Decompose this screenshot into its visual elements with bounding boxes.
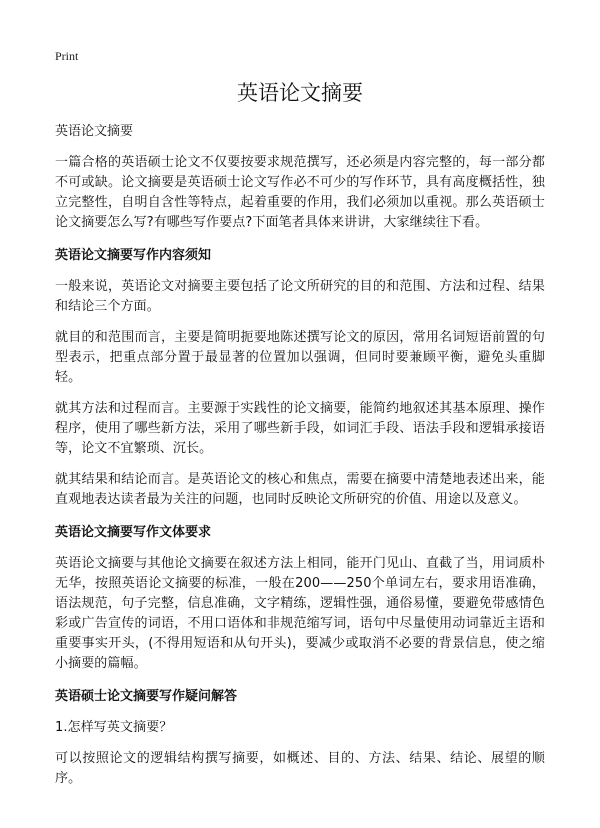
paragraph: 就其结果和结论而言。是英语论文的核心和焦点，需要在摘要中清楚地表述出来，能直观地表达读者最为关注的问题，也同时反映论文所研究的价值、用途以及意义。 — [55, 472, 545, 507]
paragraph: 一般来说，英语论文对摘要主要包括了论文所研究的目的和范围、方法和过程、结果和结论三个方面。 — [55, 279, 545, 314]
paragraph: 就其方法和过程而言。主要源于实践性的论文摘要，能简约地叙述其基本原理、操作程序，使用了哪些新方法，采用了哪些新手段，如词汇手段、语法手段和逻辑承接语等，论文不宜繁琐、沉长。 — [55, 401, 545, 456]
document-subtitle: 英语论文摘要 — [55, 124, 134, 139]
intro-paragraph: 一篇合格的英语硕士论文不仅要按要求规范撰写，还必须是内容完整的，每一部分都不可或缺。论文摘要是英语硕士论文写作必不可少的写作环节，具有高度概括性，独立完整性，自明自含性等特点，起着重要的作用，我们必须加以重视。那么英语硕士论文摘要怎么写?有哪些写作要点?下面笔者具体来讲讲，大家继续往下看。 — [55, 155, 545, 230]
faq-answer: 可以按照论文的逻辑结构撰写摘要，如概述、目的、方法、结果、结论、展望的顺序。 — [55, 751, 545, 786]
section-heading-style: 英语论文摘要写作文体要求 — [55, 525, 212, 540]
paragraph: 就目的和范围而言，主要是简明扼要地陈述撰写论文的原因，常用名词短语前置的句型表示，把重点部分置于最显著的位置加以强调，但同时要兼顾平衡，避免头重脚轻。 — [55, 330, 545, 385]
paragraph: 英语论文摘要与其他论文摘要在叙述方法上相同，能开门见山、直截了当，用词质朴无华，按照英语论文摘要的标准，一般在200——250个单词左右，要求用语准确，语法规范，句子完整，信息准确，文字精练，逻辑性强，通俗易懂，要避免带感情色彩或广告宣传的词语，不用口语体和非规范缩写词，语句中尽量使用动词靠近主语和重要事实开头，(不得用短语和从句开头)，要减少或取消不必要的背景信息，使之缩小摘要的篇幅。 — [55, 556, 545, 671]
section-heading-faq: 英语硕士论文摘要写作疑问解答 — [55, 689, 238, 704]
print-link[interactable]: Print — [55, 49, 79, 63]
faq-question: 1.怎样写英文摘要？ — [55, 720, 173, 735]
document-title: 英语论文摘要 — [237, 81, 363, 105]
section-heading-content: 英语论文摘要写作内容须知 — [55, 248, 212, 263]
